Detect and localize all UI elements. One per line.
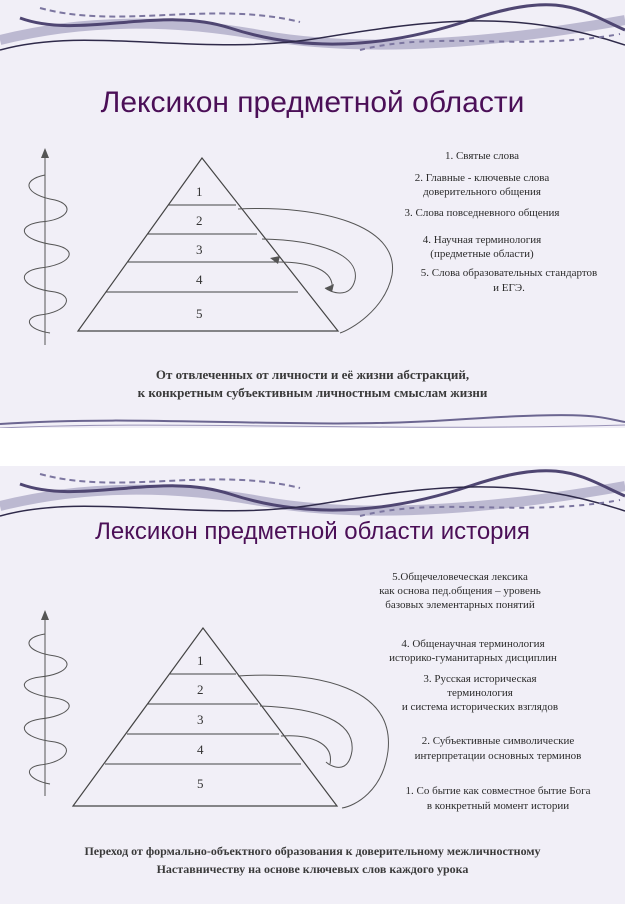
caption-line: От отвлеченных от личности и её жизни абстракций, <box>155 367 470 382</box>
level-text: 5.Общечеловеческая лексика <box>392 571 528 583</box>
slide-title: Лексикон предметной области история <box>95 518 530 545</box>
level-text: и ЕГЭ. <box>493 282 525 294</box>
pyramid-outline <box>78 158 338 331</box>
footer-decoration <box>0 410 625 428</box>
level-text: 2. Главные - ключевые слова <box>414 172 550 184</box>
level-text: 3. Русская историческая <box>423 673 537 685</box>
level-text: доверительного общения <box>423 186 541 198</box>
arrow-up-icon <box>41 148 49 158</box>
level-text: 3. Слова повседневного общения <box>404 207 560 219</box>
level-text: 4. Общенаучная терминология <box>401 638 545 650</box>
level-text: 4. Научная терминология <box>422 234 542 246</box>
slide-2 <box>0 466 625 904</box>
level-text: и система исторических взглядов <box>401 701 559 713</box>
level-text: 2. Субъективные символические <box>421 735 575 747</box>
arrow-curve <box>260 706 352 767</box>
level-text: 1. Со бытие как совместное бытие Бога <box>405 785 591 797</box>
arrow-head <box>270 256 280 264</box>
slide-1 <box>0 0 625 428</box>
arrow-curve <box>278 262 332 290</box>
level-number: 4 <box>196 272 203 287</box>
spiral-line <box>24 175 69 333</box>
arrow-curve <box>238 209 393 333</box>
level-number: 3 <box>196 242 203 257</box>
level-text: 5. Слова образовательных стандартов <box>420 267 598 279</box>
arrow-curve <box>262 239 355 293</box>
caption-line: Переход от формально-объектного образования к доверительному межличностному <box>84 844 541 858</box>
level-number: 3 <box>197 712 204 727</box>
level-number: 2 <box>196 213 203 228</box>
level-number: 4 <box>197 742 204 757</box>
pyramid-outline <box>73 628 337 806</box>
level-text: как основа пед.общения – уровень <box>379 585 541 597</box>
caption-line: Наставничеству на основе ключевых слов каждого урока <box>156 862 469 876</box>
level-number: 5 <box>196 306 203 321</box>
level-text: историко-гуманитарных дисциплин <box>389 652 557 664</box>
level-text: базовых элементарных понятий <box>385 599 535 611</box>
slide-title: Лексикон предметной области <box>100 86 525 119</box>
level-text: терминология <box>447 687 513 699</box>
arrow-curve <box>238 675 388 808</box>
level-text: в конкретный момент истории <box>426 800 570 812</box>
level-number: 1 <box>197 653 204 668</box>
arrow-up-icon <box>41 610 49 620</box>
level-text: интерпретации основных терминов <box>414 750 582 762</box>
level-text: (предметные области) <box>430 248 534 260</box>
arrow-curve <box>281 736 330 764</box>
caption-line: к конкретным субъективным личностным смыслам жизни <box>137 385 488 400</box>
level-number: 1 <box>196 184 203 199</box>
spiral-line <box>24 634 69 784</box>
level-text: 1. Святые слова <box>444 150 520 162</box>
level-number: 5 <box>197 776 204 791</box>
level-number: 2 <box>197 682 204 697</box>
